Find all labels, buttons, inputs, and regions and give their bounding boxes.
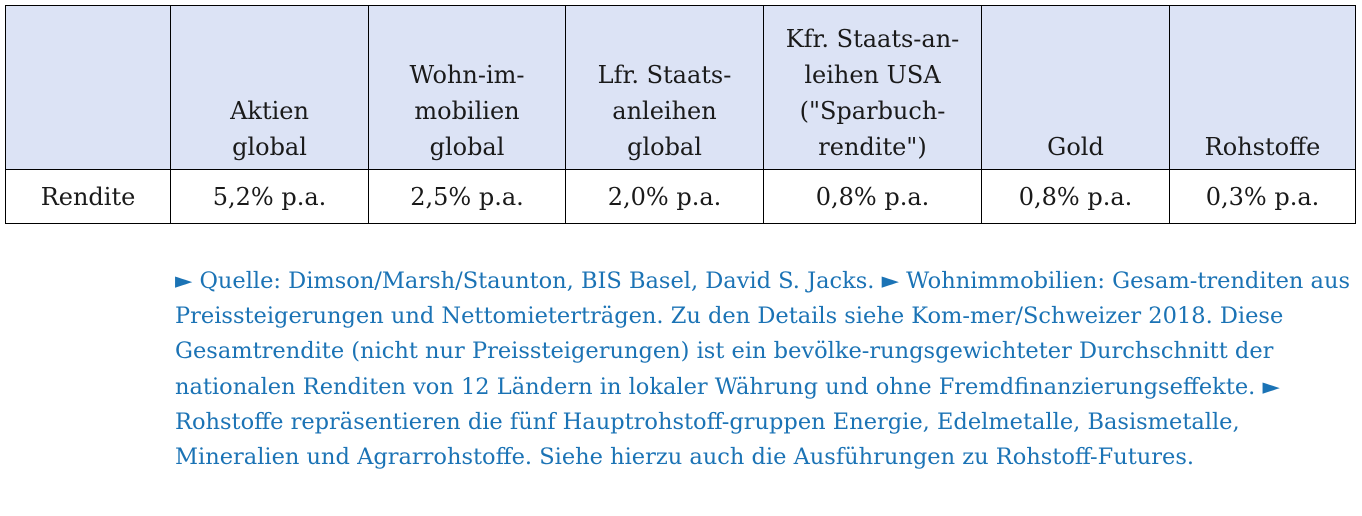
- header-cell-gold: Gold: [982, 6, 1170, 170]
- table-cell: 2,0% p.a.: [566, 170, 764, 224]
- table-cell: 0,3% p.a.: [1170, 170, 1356, 224]
- note-text-source: Quelle: Dimson/Marsh/Staunton, BIS Basel, David S. Jacks.: [192, 268, 882, 294]
- arrow-icon: ►: [175, 268, 193, 294]
- header-cell-lfr-staatsanleihen: Lfr. Staats- anleihen global: [566, 6, 764, 170]
- header-cell-kfr-staatsanleihen: Kfr. Staats-an- leihen USA ("Sparbuch- rendite"): [764, 6, 982, 170]
- arrow-icon: ►: [1262, 373, 1280, 400]
- header-row: [6, 6, 1356, 170]
- header-cell-empty: [6, 6, 171, 170]
- table-cell: 0,8% p.a.: [982, 170, 1170, 224]
- table-cell: 2,5% p.a.: [369, 170, 566, 224]
- header-cell-wohnimmobilien: Wohn-im- mobilien global: [369, 6, 566, 170]
- arrow-icon: ►: [881, 268, 899, 294]
- table-cell: 5,2% p.a.: [171, 170, 369, 224]
- header-cell-rohstoffe: Rohstoffe: [1170, 6, 1356, 170]
- returns-table: [5, 5, 1356, 224]
- source-note: [175, 264, 1360, 475]
- note-text-rohstoffe: Rohstoffe repräsentieren die fünf Hauptrohstoff-gruppen Energie, Edelmetalle, Basismetalle, Mineralien und Agrarrohstoffe. Siehe hierzu auch die Ausführungen zu Rohstoff-Futures.: [175, 408, 1240, 471]
- table-cell: 0,8% p.a.: [764, 170, 982, 224]
- header-cell-aktien: Aktien global: [171, 6, 369, 170]
- table-row: [6, 170, 1356, 224]
- note-text-wohnimmobilien: Wohnimmobilien: Gesam-trenditen aus Preissteigerungen und Nettomieterträgen. Zu den Details siehe Kom-mer/Schweizer 2018. Diese Gesamtrendite (nicht nur Preissteigerungen) ist ein bevölke-rungsgewichteter Durchschnitt der nationalen Renditen von 12 Ländern in lokaler Währung und ohne Fremdfinanzierungseffekte.: [175, 268, 1350, 400]
- row-label: Rendite: [6, 170, 171, 224]
